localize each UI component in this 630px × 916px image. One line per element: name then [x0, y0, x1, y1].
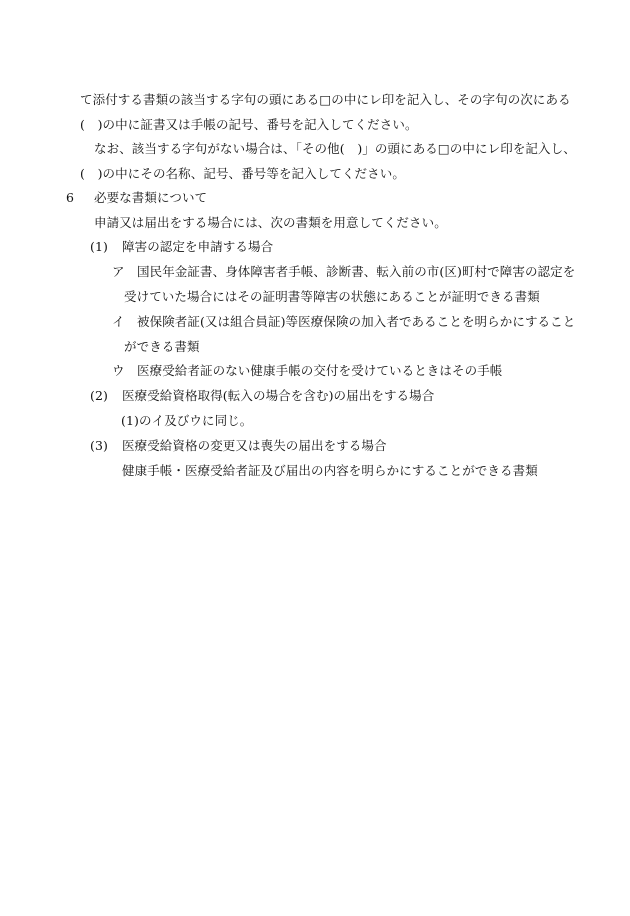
item-1-i-line-1: 被保険者証(又は組合員証)等医療保険の加入者であることを明らかにすること	[137, 314, 576, 329]
intro-line-1: て添付する書類の該当する字句の頭にある□の中にレ印を記入し、その字句の次にある	[80, 92, 571, 107]
item-1-i-marker: イ	[112, 314, 125, 329]
item-1-a-line-1: 国民年金証書、身体障害者手帳、診断書、転入前の市(区)町村で障害の認定を	[137, 264, 576, 279]
item-1-number: (1)	[90, 239, 109, 254]
item-2-number: (2)	[90, 388, 109, 403]
item-1-a-marker: ア	[112, 264, 125, 279]
section-6-heading: 必要な書類について	[94, 190, 208, 205]
item-3-number: (3)	[90, 438, 109, 453]
intro-line-2: ( )の中に証書又は手帳の記号、番号を記入してください。	[80, 117, 418, 132]
item-1-a-line-2: 受けていた場合にはその証明書等障害の状態にあることが証明できる書類	[124, 289, 540, 304]
item-1-u-line-1: 医療受給者証のない健康手帳の交付を受けているときはその手帳	[137, 363, 503, 378]
item-1-u-marker: ウ	[112, 363, 125, 378]
item-1-title: 障害の認定を申請する場合	[122, 239, 274, 254]
item-1-i-line-2: ができる書類	[124, 339, 200, 354]
intro-line-4: ( )の中にその名称、記号、番号等を記入してください。	[80, 166, 405, 181]
intro-line-3: なお、該当する字句がない場合は、「その他( )」の頭にある□の中にレ印を記入し、	[94, 141, 576, 156]
section-6-number: 6	[66, 190, 75, 205]
section-6-lead: 申請又は届出をする場合には、次の書類を用意してください。	[94, 215, 447, 230]
item-2-title: 医療受給資格取得(転入の場合を含む)の届出をする場合	[122, 388, 435, 403]
item-2-body: (1)のイ及びウに同じ。	[121, 413, 253, 428]
item-3-title: 医療受給資格の変更又は喪失の届出をする場合	[122, 438, 387, 453]
item-3-body: 健康手帳・医療受給者証及び届出の内容を明らかにすることができる書類	[122, 463, 538, 478]
